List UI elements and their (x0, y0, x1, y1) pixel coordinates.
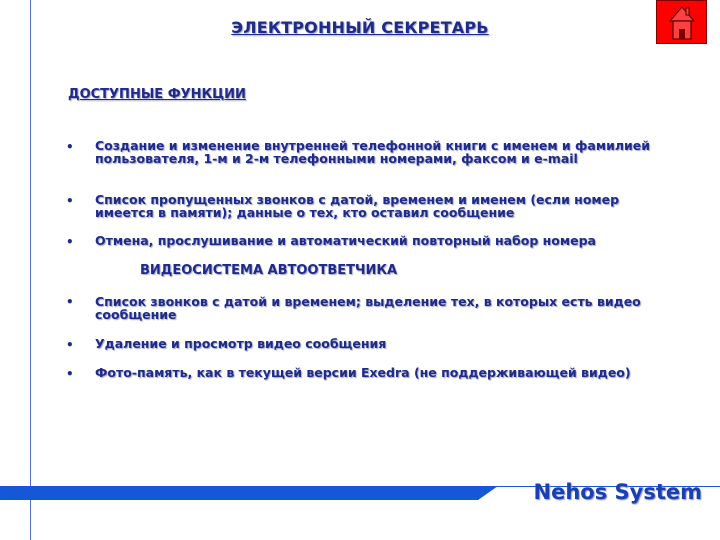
bullet: • (66, 295, 74, 309)
bullet: • (66, 235, 74, 249)
home-button[interactable] (656, 0, 707, 44)
left-rule (30, 0, 31, 540)
list-item: Список пропущенных звонков с датой, временем и именем (если номер имеется в памяти); данные о тех, кто оставил сообщение (95, 192, 620, 220)
brand-logo: Nehos System (533, 480, 702, 504)
bullet: • (66, 338, 74, 352)
bullet: • (66, 367, 74, 381)
list-item: Создание и изменение внутренней телефонной книги с именем и фамилией пользователя, 1-м и 2-м телефонными номерами, факсом и e-mail (95, 138, 650, 166)
section-heading-video: ВИДЕОСИСТЕМА АВТООТВЕТЧИКА (140, 263, 398, 278)
list-item: Удаление и просмотр видео сообщения (95, 336, 387, 351)
home-icon (669, 5, 695, 41)
page-title: ЭЛЕКТРОННЫЙ СЕКРЕТАРЬ (231, 18, 489, 37)
footer-bar (0, 486, 498, 500)
list-item: Список звонков с датой и временем; выделение тех, в которых есть видео сообщение (95, 294, 641, 322)
section-heading-functions: ДОСТУПНЫЕ ФУНКЦИИ (68, 87, 246, 102)
list-item: Фото-память, как в текущей версии Exedra (не поддерживающей видео) (95, 365, 631, 380)
list-item: Отмена, прослушивание и автоматический повторный набор номера (95, 233, 596, 248)
bullet: • (66, 194, 74, 208)
bullet: • (66, 140, 74, 154)
